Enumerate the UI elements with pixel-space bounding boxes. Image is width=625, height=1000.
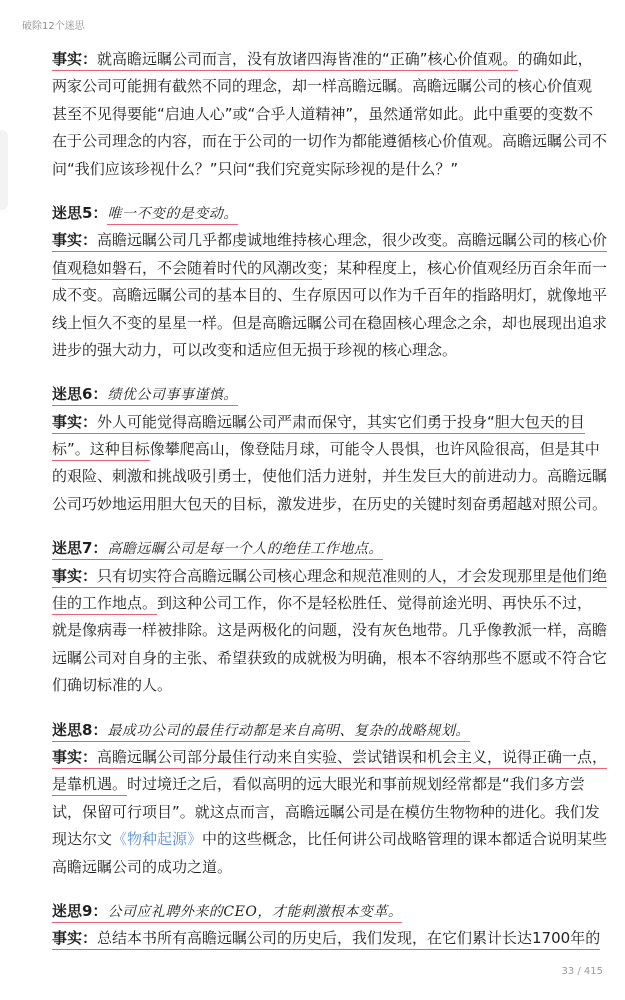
myth-statement[interactable]: 最成功公司的最佳行动都是来自高明、复杂的战略规划。 (107, 723, 470, 742)
text-line (52, 617, 612, 644)
text-line (52, 771, 612, 798)
book-link[interactable]: 《物种起源》 (112, 830, 203, 849)
text-line (52, 799, 612, 826)
text-line (52, 436, 612, 463)
body-text: 的确如此， (517, 50, 593, 68)
text-line (52, 925, 612, 952)
myth-section (52, 381, 612, 518)
text-line (52, 227, 612, 254)
text-line (52, 46, 612, 73)
text-line (52, 73, 612, 100)
myth-statement[interactable]: 公司应礼聘外来的CEO，才能刺激根本变革。 (107, 904, 402, 923)
body-text: 问“我们应该珍视什么？”只问“我们究竟实际珍视的是什么？” (52, 159, 459, 178)
myth-statement[interactable]: 绩优公司事事谨慎。 (107, 387, 238, 406)
body-text: 成不变。高瞻远瞩公司的基本目的、生存原因可以作为千百年的指路明灯，就像地平 (52, 286, 608, 305)
body-text: ；某种程度上，核心价值观经历百余年而一 (322, 258, 608, 277)
body-text: 高瞻远瞩公司的成功之道。 (52, 857, 233, 876)
highlighted-text[interactable]: 就高瞻远瞩公司而言，没有放诸四海皆准的“正确”核心价值观。 (97, 50, 518, 71)
chapter-title: 破除12个迷思 (22, 21, 85, 32)
highlighted-text[interactable]: 高瞻远瞩公司部分最佳行动来自实验、尝试错误和机会主义，说得正确一点， (97, 748, 607, 769)
myth-section (52, 200, 612, 364)
highlighted-text[interactable]: 总结本书所有高瞻远瞩公司的历史后，我们发现，在它们累计长达1700年的 (97, 929, 600, 950)
highlighted-text[interactable]: 高瞻远瞩公司几乎都虔诚地维持核心理念，很少改变。高瞻远瞩公司的核心价 (97, 231, 607, 252)
text-line (52, 200, 612, 227)
text-line (52, 409, 612, 436)
highlighted-text[interactable]: 是靠机遇。 (52, 775, 127, 796)
text-line (52, 744, 612, 771)
text-line (52, 156, 612, 183)
page-indicator: 33 / 415 (561, 966, 603, 977)
reader-content (52, 46, 612, 970)
side-handle[interactable] (0, 130, 8, 210)
body-text: 到这种公司工作，你不是轻松胜任、觉得前途光明、再快乐不过， (157, 594, 593, 613)
text-line (52, 282, 612, 309)
body-text: 就是像病毒一样被排除。这是两极化的问题，没有灰色地带。几乎像教派一样，高瞻 (52, 621, 608, 640)
text-line (52, 717, 612, 744)
text-line (52, 337, 612, 364)
highlighted-text[interactable]: 标”。这种目标 (52, 440, 150, 461)
body-text: 两家公司可能拥有截然不同的理念，却一样高瞻远瞩。高瞻远瞩公司的核心价值观 (52, 77, 593, 96)
label-text[interactable]: 事实： (52, 929, 97, 950)
label-text[interactable]: 事实： (52, 50, 97, 71)
label-text[interactable]: 事实： (52, 231, 97, 252)
body-text: 中的这些概念，比任何讲公司战略管理的课本都适合说明某些 (202, 830, 608, 849)
highlighted-text[interactable]: 外人可能觉得高瞻远瞩公司严肃而保守，其实它们勇于投身“胆大包天的目 (97, 413, 585, 434)
text-line (52, 898, 612, 925)
myth-section (52, 717, 612, 881)
text-line (52, 255, 612, 282)
body-text: 时过境迁之后，看似高明的远大眼光和事前规划经常都是“我们多方尝 (127, 775, 585, 794)
highlighted-text[interactable]: 值观稳如磐石，不会随着时代的风潮改变 (52, 259, 322, 280)
label-text[interactable]: 迷思6： (52, 385, 107, 406)
text-line (52, 590, 612, 617)
text-line (52, 535, 612, 562)
text-line (52, 491, 612, 518)
text-line (52, 563, 612, 590)
body-text: 甚至不见得要能“启迪人心”或“合乎人道精神”，虽然通常如此。此中重要的变数不 (52, 104, 594, 123)
text-line (52, 854, 612, 881)
text-line (52, 672, 612, 699)
text-line (52, 381, 612, 408)
label-text[interactable]: 事实： (52, 413, 97, 434)
label-text[interactable]: 迷思8： (52, 721, 107, 742)
body-text: 试，保留可行项目”。就这点而言，高瞻远瞩公司是在模仿生物物种的进化。我们发 (52, 802, 600, 821)
fact-paragraph (52, 46, 612, 183)
label-text[interactable]: 事实： (52, 748, 97, 769)
myth-statement[interactable]: 唯一不变的是变动。 (107, 206, 238, 225)
highlighted-text[interactable]: 只有切实符合高瞻远瞩公司核心理念和规范准则的人，才会发现那里是他们绝 (97, 567, 607, 588)
text-line (52, 826, 612, 853)
text-line (52, 310, 612, 337)
text-line (52, 101, 612, 128)
text-line (52, 128, 612, 155)
body-text: 的艰险、刺激和挑战吸引勇士，使他们活力迸射，并生发巨大的前进动力。高瞻远瞩 (52, 467, 608, 486)
myth-statement[interactable]: 高瞻远瞩公司是每一个人的绝佳工作地点。 (107, 541, 383, 560)
label-text[interactable]: 迷思7： (52, 539, 107, 560)
label-text[interactable]: 迷思9： (52, 902, 107, 923)
body-text: 公司巧妙地运用胆大包天的目标，激发进步，在历史的关键时刻奋勇超越对照公司。 (52, 494, 608, 513)
body-text: 现达尔文 (52, 830, 113, 849)
body-text: 们确切标准的人。 (52, 676, 173, 695)
text-line (52, 645, 612, 672)
label-text: 迷思5： (52, 203, 108, 222)
body-text: 像攀爬高山，像登陆月球，可能令人畏惧，也许风险很高，但是其中 (149, 440, 600, 459)
label-text[interactable]: 事实： (52, 567, 97, 588)
body-text: 线上恒久不变的星星一样。但是高瞻远瞩公司在稳固核心理念之余，却也展现出追求 (52, 313, 608, 332)
myth-section (52, 898, 612, 953)
highlighted-text[interactable]: 佳的工作地点。 (52, 594, 157, 615)
body-text: 在于公司理念的内容，而在于公司的一切作为都能遵循核心价值观。高瞻远瞩公司不 (52, 132, 608, 151)
body-text: 进步的强大动力，可以改变和适应但无损于珍视的核心理念。 (52, 340, 458, 359)
myth-section (52, 535, 612, 699)
body-text: 远瞩公司对自身的主张、希望获致的成就极为明确，根本不容纳那些不愿或不符合它 (52, 648, 608, 667)
text-line (52, 463, 612, 490)
